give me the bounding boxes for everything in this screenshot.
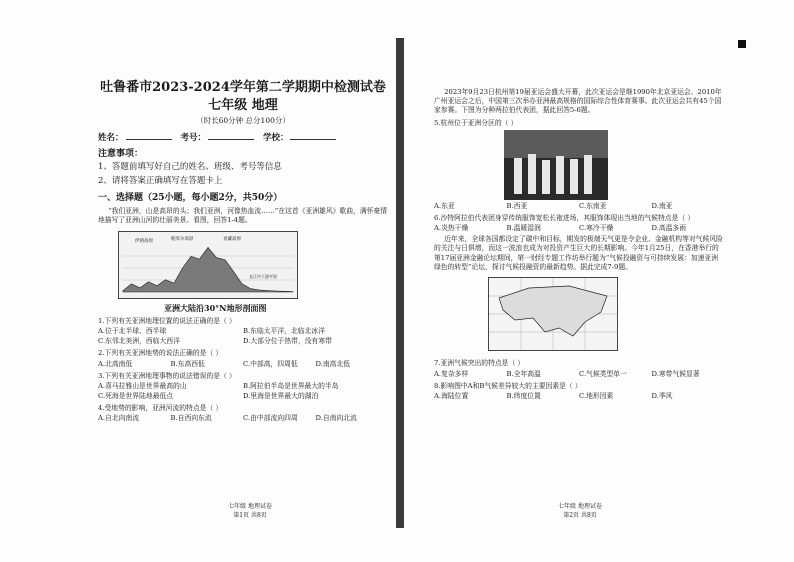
left-page [98,80,388,424]
question-6-options [434,224,724,233]
question-2: 2.下列有关亚洲地势的说法正确的是（ ） [98,349,223,358]
label-yangtze-plain: 长江中下游平原 [249,273,277,279]
question-3-options [98,382,388,401]
question-4: 4.受地势的影响，亚洲河流的特点是（ ） [98,404,223,413]
q6-option-a[interactable]: A.炎热干燥 [434,224,469,233]
q4-option-b[interactable]: B.自西向东流 [170,414,212,423]
q3-option-c[interactable]: C.死海是世界陆地最低点 [98,392,174,401]
q1-option-a[interactable]: A.位于北半球、西半球 [98,327,167,335]
notice-1: 1、答题前填写好自己的姓名、班级、考号等信息 [98,162,282,173]
question-5: 5.杭州位于亚洲分区的（ ） [434,118,518,127]
q7-option-d[interactable]: D.寒带气候显著 [651,369,700,378]
name-label: 姓名： [98,132,124,143]
school-blank[interactable] [290,139,336,140]
binding-gutter [396,38,404,528]
q1-option-b[interactable]: B.东临太平洋，北临北冰洋 [243,327,325,335]
question-5-options [434,202,724,211]
q8-option-a[interactable]: A.海陆位置 [434,391,469,400]
q4-option-d[interactable]: D.自南向北流 [315,414,357,423]
left-footer-line-2: 第1页 共8页 [233,512,267,519]
asia-map [488,277,618,351]
q6-option-b[interactable]: B.温暖湿润 [506,224,541,233]
question-1: 1.下列有关亚洲地理位置的说法正确的是（ ） [98,316,236,325]
notice-2: 2、请将答案正确填写在答题卡上 [98,175,223,186]
question-2-options [98,360,388,369]
q1-option-c[interactable]: C.东邻北美洲，西临大西洋 [98,337,180,346]
q5-option-a[interactable]: A.东亚 [434,201,455,210]
q7-option-a[interactable]: A.复杂多样 [434,369,469,378]
question-8: 8.影响图中A和B气候差异较大的主要因素是（ ） [434,381,582,390]
q6-option-c[interactable]: C.寒冷干燥 [579,224,614,233]
left-footer [210,502,290,520]
label-iran-plateau: 伊朗高原 [135,238,153,244]
q8-option-c[interactable]: C.地形因素 [579,391,614,400]
q7-option-b[interactable]: B.全年高温 [506,369,541,378]
right-footer [540,502,620,520]
intro-paragraph-right: 2023年9月23日杭州第19届亚运会盛大开幕，此次亚运会是继1990年北京亚运会、2010年广州亚运会之后，中国第三次举办亚洲最高规格的国际综合性体育赛事。此次亚运会共有45个国家参赛。下图为分种两拉伯代表团，据此回答5-6题。 [434,88,722,115]
student-info-row [98,133,388,144]
school-label: 学校： [262,132,289,143]
q5-option-c[interactable]: C.东南亚 [579,201,607,210]
exam-title: 吐鲁番市2023-2024学年第二学期期中检测试卷 [100,80,386,95]
q1-option-d[interactable]: D.大部分位于热带，没有寒带 [243,337,332,346]
q2-option-b[interactable]: B.东高西低 [170,359,205,368]
question-8-options [434,392,724,401]
corner-mark [738,40,746,48]
exam-meta: （时长60分钟 总分100分） [196,116,290,126]
section-heading-1: 一、选择题（25小题，每小题2分，共50分） [98,193,283,204]
chart-caption: 亚洲大陆沿30°N地形剖面图 [164,303,267,314]
label-tibet-plateau: 青藏高原 [223,236,241,242]
exam-subtitle: 七年级 地理 [208,97,278,113]
q3-option-d[interactable]: D.里海是世界最大的湖泊 [243,392,319,401]
q8-option-d[interactable]: D.季风 [651,391,673,400]
terrain-profile-area [123,247,293,292]
question-4-options [98,414,388,423]
q5-option-d[interactable]: D.南亚 [651,201,673,210]
q5-option-b[interactable]: B.西亚 [506,201,528,210]
q7-option-c[interactable]: C.气候类型单一 [579,369,627,378]
q2-option-c[interactable]: C.中部高，四周低 [243,359,298,368]
q3-option-b[interactable]: B.阿拉伯半岛是世界最大的半岛 [243,381,339,390]
right-page [434,86,724,401]
q4-option-a[interactable]: A.自北向南流 [98,414,140,423]
delegation-photo [504,130,608,200]
q4-option-c[interactable]: C.由中部流向四周 [243,414,298,423]
q2-option-a[interactable]: A.北高南低 [98,359,133,368]
q6-option-d[interactable]: D.高温多雨 [651,224,687,233]
question-3: 3.下列有关亚洲地理事物的说法错误的是（ ） [98,371,236,380]
exam-no-blank[interactable] [208,139,254,140]
q8-option-b[interactable]: B.纬度位置 [506,391,541,400]
question-1-options [98,327,388,346]
paragraph-7-9: 近年来，全球各国都设定了碳中和目标，期发的极端天气更是令企业、金融机构等对气候风险的关注与日俱增，而这一波浪也成为对投资产生巨大的长期影响。今年1月25日，在香港举行的第17届亚洲金融论坛期间，第一财经专题工作坊举行题为“气候投融资与可持续发展：加速亚洲绿色的转型”论坛，探讨气候投融资的最新趋势。据此完成7-9题。 [434,235,723,271]
question-7: 7.亚洲气候突出的特点是（ ） [434,359,525,368]
right-footer-line-2: 第2页 共8页 [563,512,597,519]
q2-option-d[interactable]: D.南高北低 [315,359,351,368]
name-blank[interactable] [126,139,172,140]
delegation-photo-figures [504,130,608,200]
notice-heading: 注意事项： [98,149,144,160]
q3-option-a[interactable]: A.喜马拉雅山是世界最高的山 [98,381,187,390]
intro-paragraph-left: “我们亚洲，山是高昂的头；我们亚洲，河像热血流……”在这首《亚洲雄风》歌曲，满怀豪情地描写了亚洲山河的壮丽美景。看图，回答1-4题。 [98,207,388,225]
terrain-profile-chart [118,231,298,299]
exam-no-label: 考号： [180,132,206,143]
asia-landmass [499,286,607,336]
question-6: 6.沙特阿拉伯代表团身穿传统服饰宽松长袍进场，其服饰体现出当地的气候特点是（ ） [434,213,695,222]
right-footer-line-1: 七年级 地理试卷 [558,503,602,510]
question-7-options [434,370,724,379]
label-pamir-plateau: 帕米尔高原 [171,236,194,242]
left-footer-line-1: 七年级 地理试卷 [228,503,272,510]
